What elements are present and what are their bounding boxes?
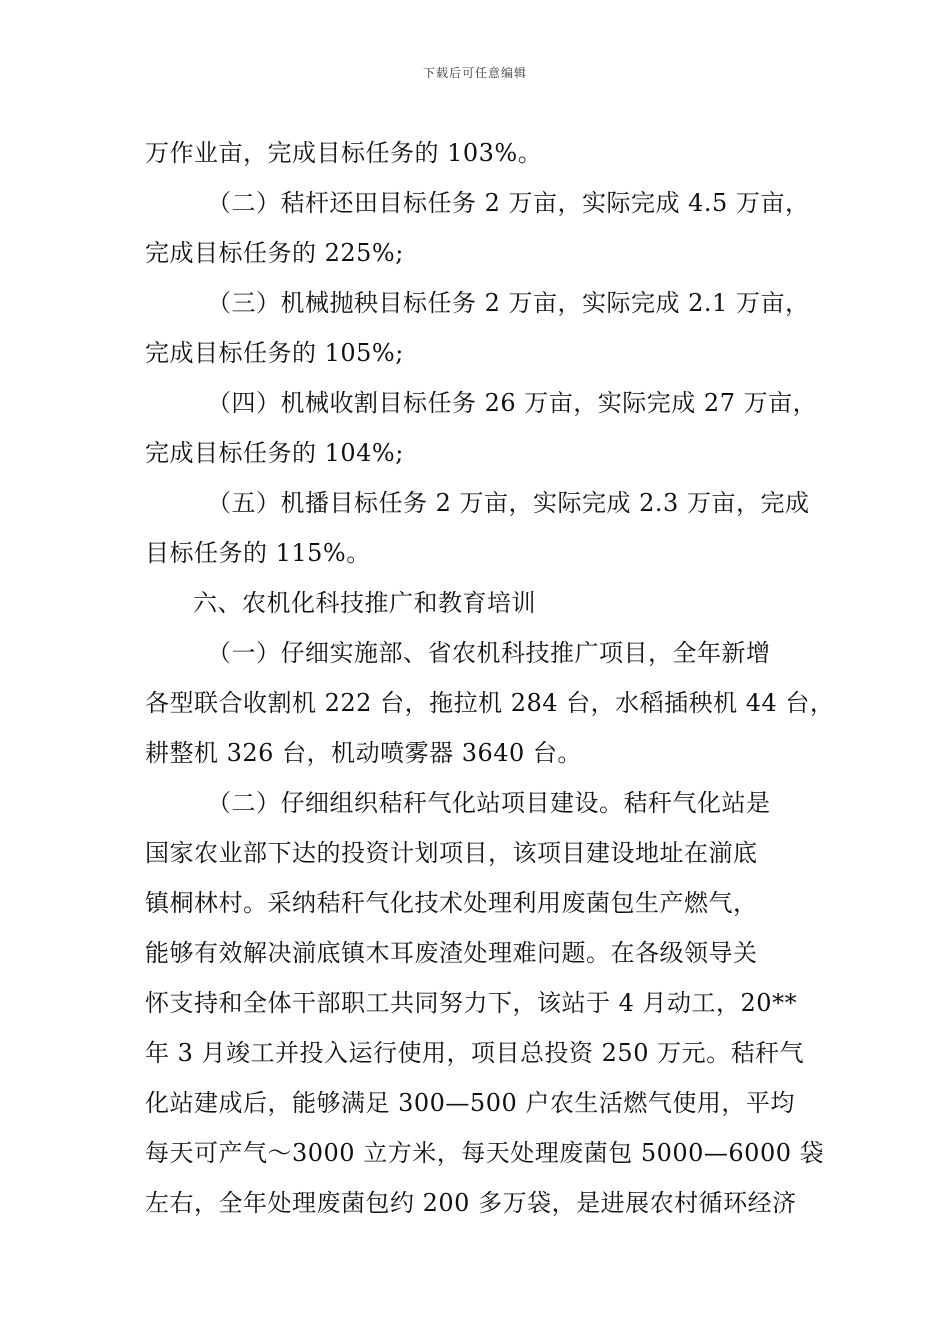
text-line: 各型联合收割机 222 台，拖拉机 284 台，水稻插秧机 44 台， bbox=[145, 689, 835, 717]
text-line: 完成目标任务的 105%; bbox=[145, 339, 404, 367]
text-line: （三）机械抛秧目标任务 2 万亩，实际完成 2.1 万亩， bbox=[207, 289, 810, 317]
text-line: 镇桐林村。采纳秸秆气化技术处理利用废菌包生产燃气， bbox=[145, 889, 758, 917]
text-line: 左右，全年处理废菌包约 200 多万袋，是进展农村循环经济 bbox=[145, 1189, 797, 1217]
text-line: 化站建成后，能够满足 300—500 户农生活燃气使用，平均 bbox=[145, 1089, 795, 1117]
text-line: （四）机械收割目标任务 26 万亩，实际完成 27 万亩， bbox=[207, 389, 818, 417]
text-line: 耕整机 326 台，机动喷雾器 3640 台。 bbox=[145, 739, 582, 767]
text-line: 每天可产气～3000 立方米，每天处理废菌包 5000—6000 袋 bbox=[145, 1139, 825, 1167]
text-line: 能够有效解决湔底镇木耳废渣处理难问题。在各级领导关 bbox=[145, 939, 758, 967]
text-line: 目标任务的 115%。 bbox=[145, 539, 371, 567]
text-line: 完成目标任务的 104%; bbox=[145, 439, 404, 467]
text-line: 怀支持和全体干部职工共同努力下，该站于 4 月动工，20** bbox=[145, 989, 798, 1017]
text-line: （二）仔细组织秸秆气化站项目建设。秸秆气化站是 bbox=[207, 789, 771, 817]
text-line: （一）仔细实施部、省农机科技推广项目，全年新增 bbox=[207, 639, 771, 667]
text-line: 万作业亩，完成目标任务的 103%。 bbox=[145, 139, 543, 167]
page-header: 下载后可任意编辑 bbox=[422, 66, 527, 80]
text-line: 六、农机化科技推广和教育培训 bbox=[193, 589, 536, 617]
text-line: （五）机播目标任务 2 万亩，实际完成 2.3 万亩，完成 bbox=[207, 489, 810, 517]
text-line: 年 3 月竣工并投入运行使用，项目总投资 250 万元。秸秆气 bbox=[145, 1039, 805, 1067]
text-line: （二）秸杆还田目标任务 2 万亩，实际完成 4.5 万亩， bbox=[207, 189, 810, 217]
document-body bbox=[145, 128, 835, 1228]
text-line: 完成目标任务的 225%; bbox=[145, 239, 404, 267]
text-line: 国家农业部下达的投资计划项目，该项目建设地址在湔底 bbox=[145, 839, 758, 867]
